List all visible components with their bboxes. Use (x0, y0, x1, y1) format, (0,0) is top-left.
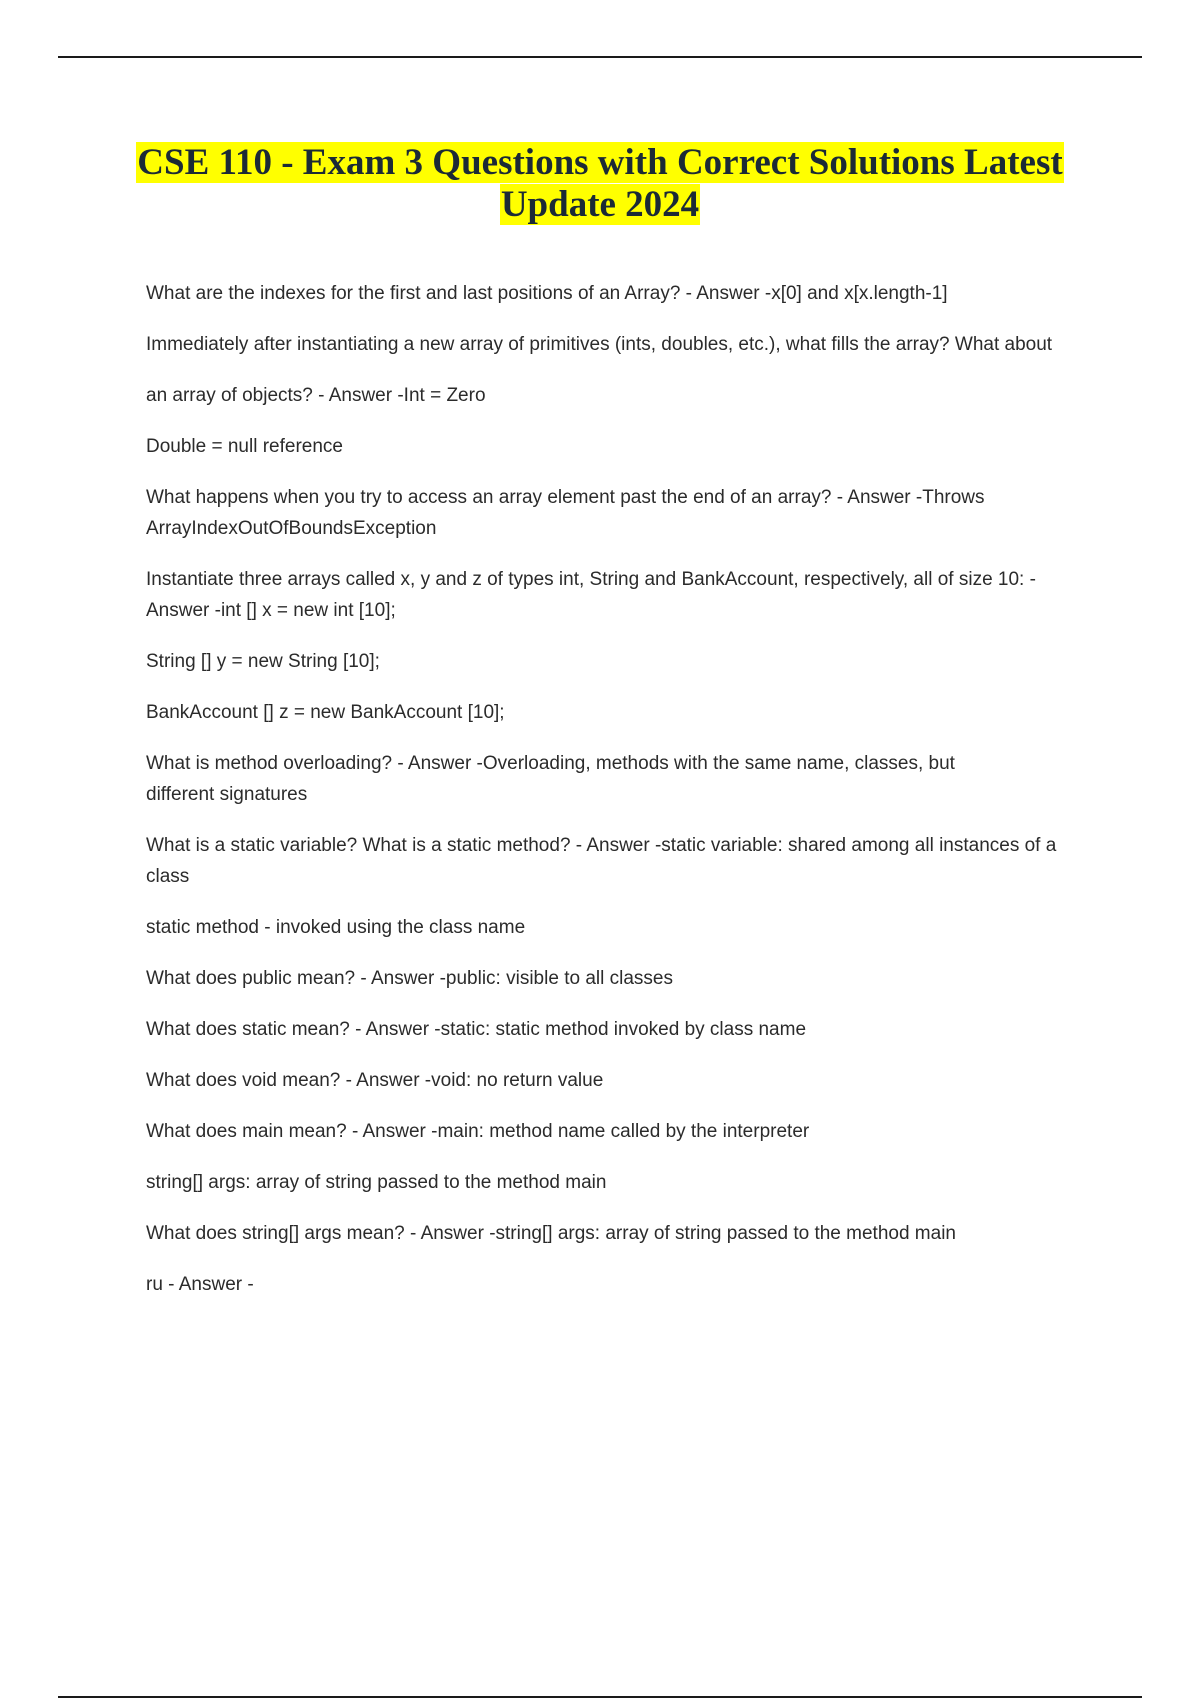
paragraph: Double = null reference (146, 436, 343, 457)
paragraph: String [] y = new String [10]; (146, 651, 380, 672)
paragraph: Instantiate three arrays called x, y and z of types int, String and BankAccount, respectively, all of size 10: - Answer -int [] x = new int [10]; (146, 569, 1036, 621)
document-body (146, 278, 1092, 1320)
paragraph: What are the indexes for the first and last positions of an Array? - Answer -x[0] and x[x.length-1] (146, 283, 948, 304)
paragraph: an array of objects? - Answer -Int = Zero (146, 385, 486, 406)
paragraph: What happens when you try to access an array element past the end of an array? - Answer -Throws ArrayIndexOutOfBoundsException (146, 487, 985, 539)
paragraph: What does void mean? - Answer -void: no return value (146, 1070, 604, 1091)
paragraph: What does string[] args mean? - Answer -string[] args: array of string passed to the method main (146, 1223, 956, 1244)
paragraph: string[] args: array of string passed to the method main (146, 1172, 607, 1193)
title-line-1: CSE 110 - Exam 3 Questions with Correct Solutions Latest (137, 142, 1063, 183)
paragraph: static method - invoked using the class name (146, 917, 526, 938)
paragraph: BankAccount [] z = new BankAccount [10]; (146, 702, 505, 723)
title-line-2: Update 2024 (500, 184, 700, 225)
paragraph: What does static mean? - Answer -static: static method invoked by class name (146, 1019, 807, 1040)
bottom-rule (58, 1696, 1142, 1698)
paragraph: What does public mean? - Answer -public: visible to all classes (146, 968, 673, 989)
paragraph: ru - Answer - (146, 1274, 254, 1295)
document-title (100, 142, 1100, 226)
paragraph: What is a static variable? What is a static method? - Answer -static variable: shared among all instances of a class (146, 835, 1057, 887)
paragraph: Immediately after instantiating a new array of primitives (ints, doubles, etc.), what fills the array? What about (146, 334, 1053, 355)
paragraph: What is method overloading? - Answer -Overloading, methods with the same name, classes, but different signatures (146, 753, 955, 805)
paragraph: What does main mean? - Answer -main: method name called by the interpreter (146, 1121, 810, 1142)
top-rule (58, 56, 1142, 58)
